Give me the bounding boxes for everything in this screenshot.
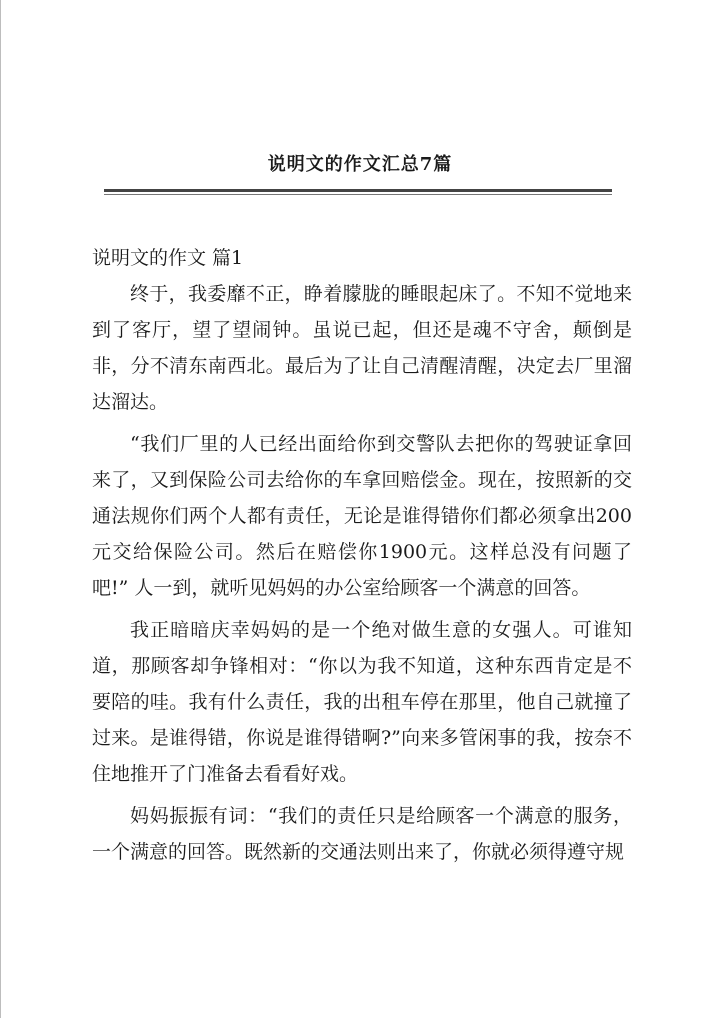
title-underline-thin bbox=[104, 194, 612, 195]
section-heading: 说明文的作文 篇1 bbox=[92, 247, 244, 269]
paragraph-1: 终于，我委靡不正，睁着朦胧的睡眼起床了。不知不觉地来到了客厅，望了望闹钟。虽说已起，但还是魂不守舍，颠倒是非，分不清东南西北。最后为了让自己清醒清醒，决定去厂里溜达溜达。 bbox=[92, 283, 632, 413]
paragraph-3: 我正暗暗庆幸妈妈的是一个绝对做生意的女强人。可谁知道，那顾客却争锋相对：“你以为我不知道，这种东西肯定是不要陪的哇。我有什么责任，我的出租车停在那里，他自己就撞了过来。是谁得错，你说是谁得错啊?”向来多管闲事的我，按奈不住地推开了门准备去看看好戏。 bbox=[92, 619, 632, 785]
document-body bbox=[92, 240, 632, 876]
title-underline-thick bbox=[104, 189, 612, 192]
paragraph-4: 妈妈振振有词：“我们的责任只是给顾客一个满意的服务，一个满意的回答。既然新的交通法则出来了，你就必须得遵守规 bbox=[92, 805, 632, 863]
paragraph-2: “我们厂里的人已经出面给你到交警队去把你的驾驶证拿回来了，又到保险公司去给你的车拿回赔偿金。现在，按照新的交通法规你们两个人都有责任，无论是谁得错你们都必须拿出200元交给保险公司。然后在赔偿你1900元。这样总没有问题了吧!” 人一到，就听见妈妈的办公室给顾客一个满意的回答。 bbox=[92, 433, 632, 599]
document-title: 说明文的作文汇总7篇 bbox=[267, 154, 453, 175]
